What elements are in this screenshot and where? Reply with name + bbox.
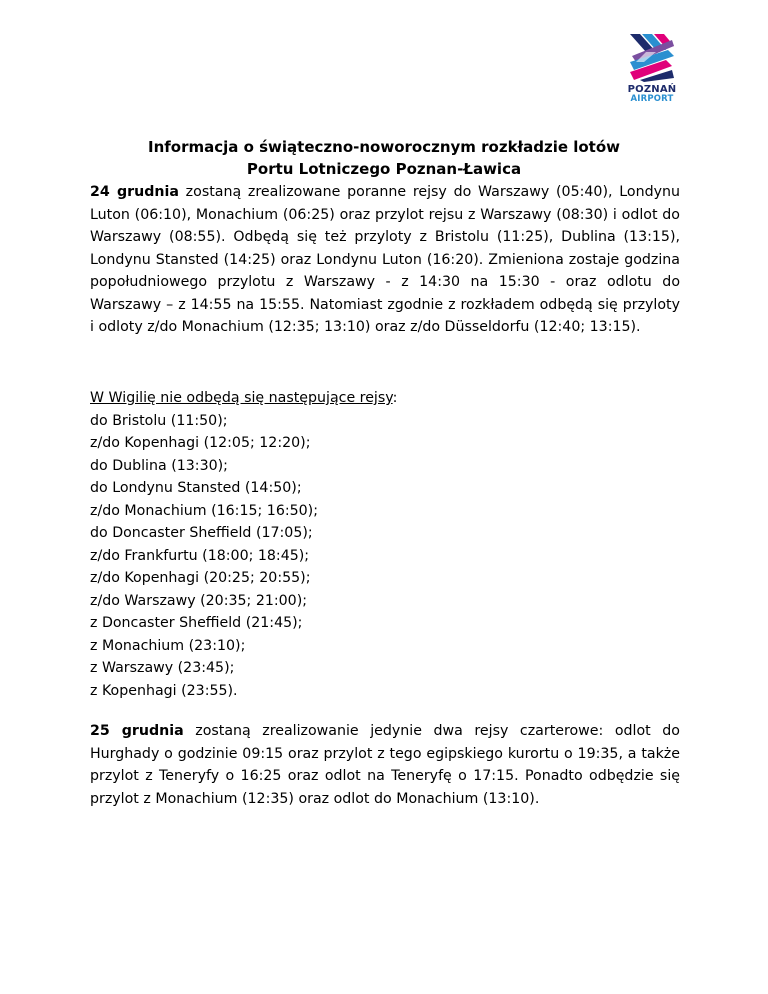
list-item: do Doncaster Sheffield (17:05);	[90, 525, 313, 541]
dec24-date: 24 grudnia	[90, 184, 179, 200]
list-item: z/do Warszawy (20:35; 21:00);	[90, 592, 308, 609]
list-item: z Monachium (23:10);	[90, 637, 246, 654]
logo-name-line2: AIRPORT	[630, 94, 674, 104]
list-item: z Kopenhagi (23:55).	[90, 682, 238, 699]
dec24-text: zostaną zrealizowane poranne rejsy do Warszawy (05:40), Londynu Luton (06:10), Monachium (06:25) oraz przylot rejsu z Warszawy (08:30) i odlot do Warszawy (08:55). Odbędą się też przyloty z Bristolu (11:25), Dublina (13:15), Londynu Stansted (14:25) oraz Londynu Luton (16:20). Zmieniona zostaje godzina popołudniowego przylotu z Warszawy - z 14:30 na 15:30 - oraz odlotu do Warszawy – z 14:55 na 15:55. Natomiast zgodnie z rozkładem odbędą się przyloty i odloty z/do Monachium (12:35; 13:10) oraz z/do Düsseldorfu (12:40; 13:15).	[90, 184, 680, 335]
cancelled-list	[90, 410, 690, 703]
cancelled-heading: W Wigilię nie odbędą się następujące rejsy	[90, 390, 393, 406]
list-item: z Doncaster Sheffield (21:45);	[90, 615, 303, 631]
document-title	[80, 136, 688, 180]
list-item: z/do Frankfurtu (18:00; 18:45);	[90, 547, 310, 564]
list-item: z Warszawy (23:45);	[90, 660, 235, 676]
dec24-paragraph	[90, 181, 680, 339]
list-item: do Bristolu (11:50);	[90, 412, 228, 429]
list-item: z/do Kopenhagi (12:05; 12:20);	[90, 435, 311, 451]
list-item: do Dublina (13:30);	[90, 457, 228, 474]
logo-mark-icon	[626, 32, 678, 84]
poznan-airport-logo	[626, 32, 678, 112]
dec25-date: 25 grudnia	[90, 723, 184, 739]
dec25-text: zostaną zrealizowanie jedynie dwa rejsy czarterowe: odlot do Hurghady o godzinie 09:15 oraz przylot z tego egipskiego kurortu o 19:35, a także przylot z Teneryfy o 16:25 oraz odlot na Teneryfę o 17:15. Ponadto odbędzie się przylot z Monachium (12:35) oraz odlot do Monachium (13:10).	[90, 723, 680, 807]
list-item: z/do Monachium (16:15; 16:50);	[90, 502, 318, 519]
dec25-paragraph	[90, 720, 680, 810]
cancelled-flights-section	[90, 387, 690, 702]
logo-name-line1: POZNAŃ	[627, 84, 677, 95]
title-line-2: Portu Lotniczego Poznan-Ławica	[246, 160, 522, 178]
cancelled-heading-line	[90, 387, 690, 410]
list-item: z/do Kopenhagi (20:25; 20:55);	[90, 570, 311, 586]
list-item: do Londynu Stansted (14:50);	[90, 480, 302, 496]
title-line-1: Informacja o świąteczno-noworocznym rozkładzie lotów	[147, 138, 621, 156]
cancelled-heading-colon: :	[392, 390, 398, 406]
